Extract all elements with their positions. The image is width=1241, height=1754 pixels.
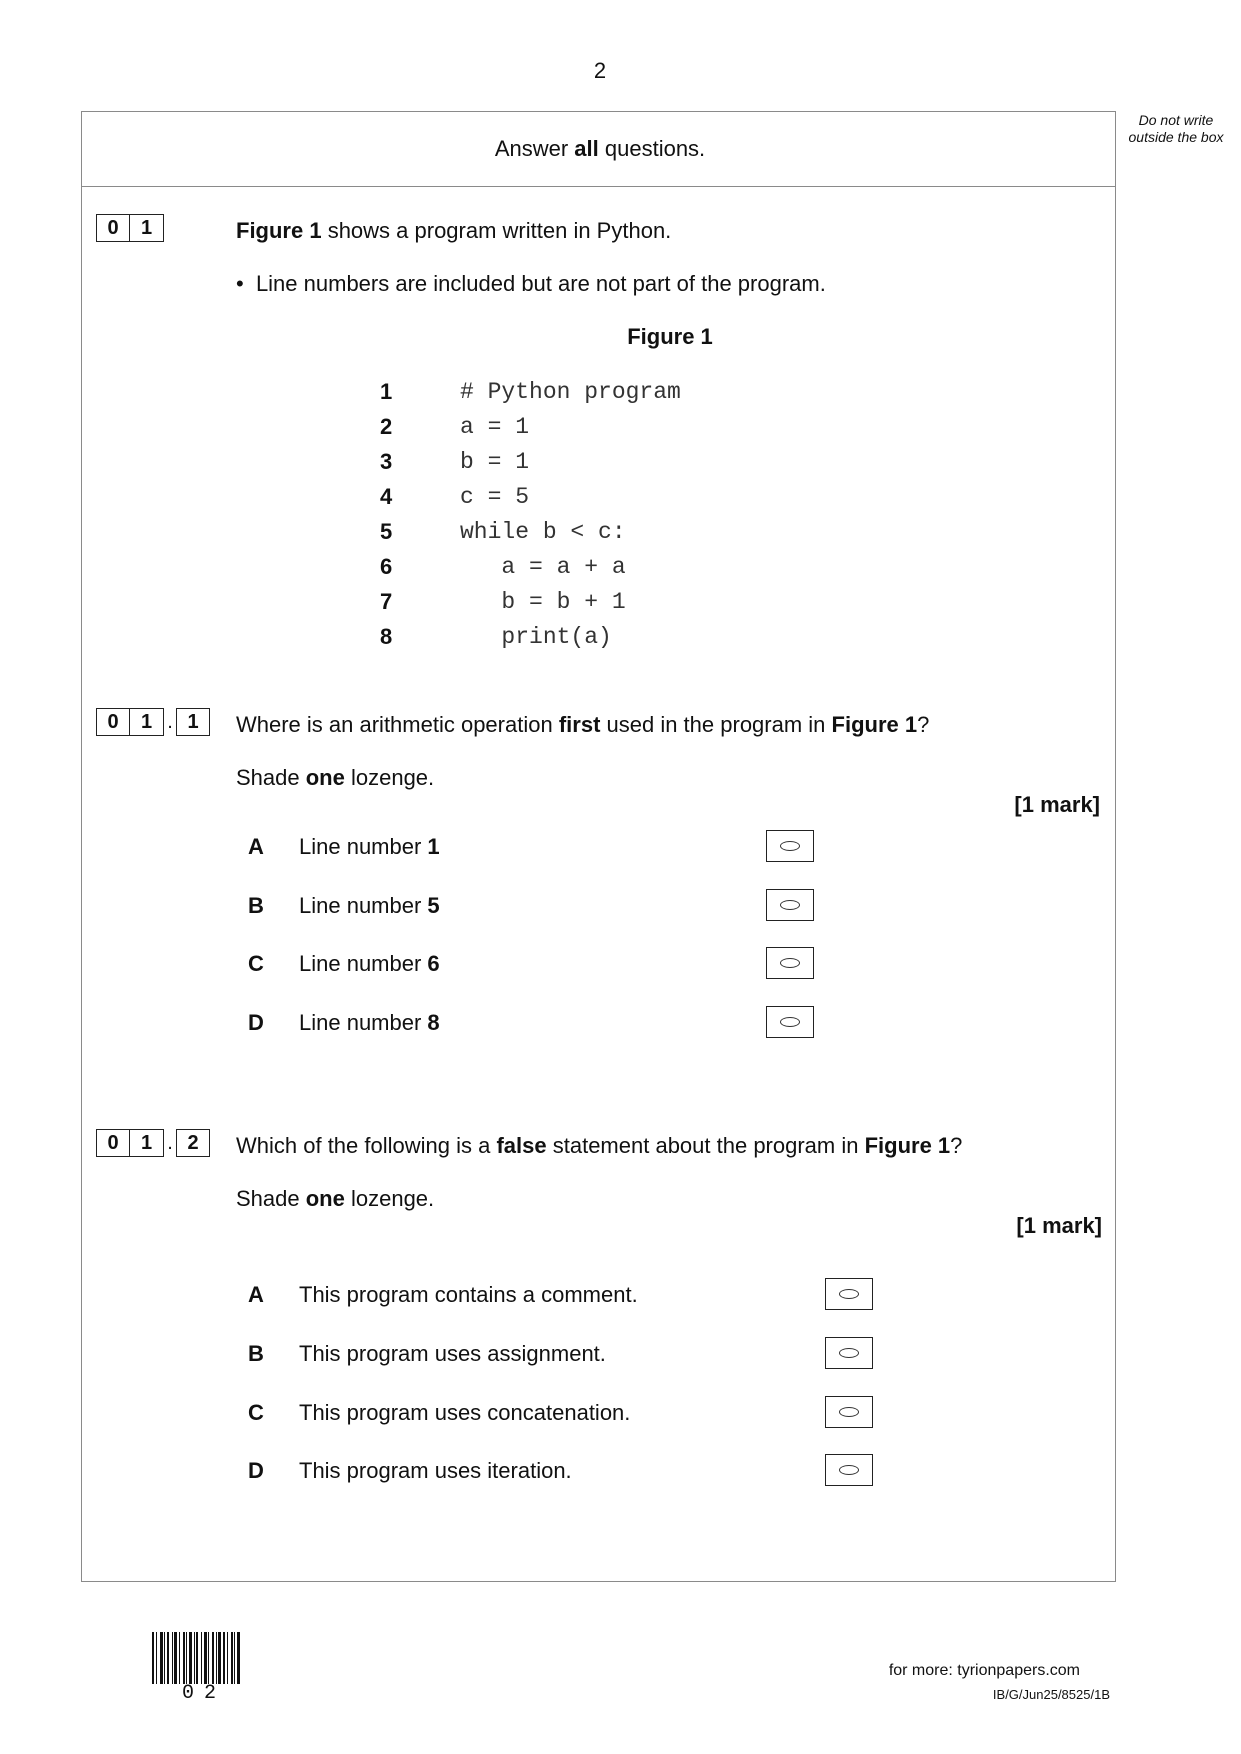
lozenge-icon xyxy=(780,1017,800,1027)
option-letter: C xyxy=(248,951,264,976)
barcode-digits: 02 xyxy=(182,1682,227,1705)
option-letter: A xyxy=(248,834,264,859)
question-dot: . xyxy=(167,1132,173,1154)
mark-allocation: [1 mark] xyxy=(1016,1213,1102,1238)
code-line xyxy=(380,444,530,479)
code-line xyxy=(380,409,530,444)
question-01-1-text: Where is an arithmetic operation first used in the program in Figure 1? xyxy=(236,712,930,737)
option-letter: D xyxy=(248,1010,264,1035)
lozenge-icon xyxy=(839,1289,859,1299)
answer-lozenge-c[interactable] xyxy=(825,1396,873,1428)
page-number: 2 xyxy=(593,58,607,83)
code-text: # Python program xyxy=(460,378,681,405)
option-text: Line number 1 xyxy=(299,834,440,859)
answer-lozenge-b[interactable] xyxy=(825,1337,873,1369)
answer-lozenge-d[interactable] xyxy=(825,1454,873,1486)
option-letter: C xyxy=(248,1400,264,1425)
lozenge-icon xyxy=(780,900,800,910)
question-digit: 1 xyxy=(130,708,164,736)
question-number-01 xyxy=(96,214,164,242)
option-letter: A xyxy=(248,1282,264,1307)
answer-lozenge-c[interactable] xyxy=(766,947,814,979)
code-line xyxy=(380,479,530,514)
question-digit: 0 xyxy=(96,214,130,242)
shade-instruction: Shade one lozenge. xyxy=(236,1186,435,1211)
answer-lozenge-b[interactable] xyxy=(766,889,814,921)
barcode-icon xyxy=(152,1632,264,1684)
code-line xyxy=(380,584,626,619)
question-number-01-2 xyxy=(96,1129,210,1157)
line-number: 7 xyxy=(380,588,393,614)
option-text: Line number 5 xyxy=(299,893,440,918)
lozenge-icon xyxy=(839,1348,859,1358)
option-letter: D xyxy=(248,1458,264,1483)
line-number: 5 xyxy=(380,518,393,544)
code-text: b = 1 xyxy=(460,448,530,475)
code-text: c = 5 xyxy=(460,483,530,510)
question-digit: 1 xyxy=(176,708,210,736)
option-text: This program uses assignment. xyxy=(299,1341,606,1366)
option-letter: B xyxy=(248,1341,264,1366)
code-line xyxy=(380,514,626,549)
answer-lozenge-a[interactable] xyxy=(766,830,814,862)
line-number: 4 xyxy=(380,483,393,509)
shade-instruction: Shade one lozenge. xyxy=(236,765,435,790)
code-line xyxy=(380,619,612,654)
answer-lozenge-d[interactable] xyxy=(766,1006,814,1038)
option-text: This program uses concatenation. xyxy=(299,1400,631,1425)
question-digit: 0 xyxy=(96,708,130,736)
paper-code: IB/G/Jun25/8525/1B xyxy=(992,1687,1110,1702)
question-01-2-text: Which of the following is a false statement about the program in Figure 1? xyxy=(236,1133,963,1158)
line-number: 3 xyxy=(380,448,393,474)
lozenge-icon xyxy=(780,958,800,968)
footer-url: for more: tyrionpapers.com xyxy=(888,1662,1080,1679)
code-text: a = a + a xyxy=(460,553,626,580)
line-number: 8 xyxy=(380,623,393,649)
instruction-text: Answer all questions. xyxy=(494,136,706,161)
code-line xyxy=(380,374,681,409)
bullet-point: • Line numbers are included but are not part of the program. xyxy=(236,271,826,296)
lozenge-icon xyxy=(839,1407,859,1417)
question-digit: 0 xyxy=(96,1129,130,1157)
line-number: 6 xyxy=(380,553,393,579)
question-digit: 1 xyxy=(130,214,164,242)
code-text: while b < c: xyxy=(460,518,626,545)
option-text: Line number 8 xyxy=(299,1010,440,1035)
option-text: This program contains a comment. xyxy=(299,1282,638,1307)
code-text: a = 1 xyxy=(460,413,530,440)
bullet-icon: • xyxy=(236,271,244,296)
question-digit: 1 xyxy=(130,1129,164,1157)
line-number: 2 xyxy=(380,413,393,439)
answer-lozenge-a[interactable] xyxy=(825,1278,873,1310)
option-text: Line number 6 xyxy=(299,951,440,976)
lozenge-icon xyxy=(839,1465,859,1475)
question-dot: . xyxy=(167,711,173,733)
question-01-intro: Figure 1 shows a program written in Python. xyxy=(236,218,672,243)
option-text: This program uses iteration. xyxy=(299,1458,572,1483)
option-letter: B xyxy=(248,893,264,918)
margin-note: Do not write outside the box xyxy=(1128,112,1224,145)
mark-allocation: [1 mark] xyxy=(1014,792,1100,817)
code-line xyxy=(380,549,626,584)
code-text: print(a) xyxy=(460,623,612,650)
question-digit: 2 xyxy=(176,1129,210,1157)
code-text: b = b + 1 xyxy=(460,588,626,615)
question-number-01-1 xyxy=(96,708,210,736)
lozenge-icon xyxy=(780,841,800,851)
figure-title: Figure 1 xyxy=(627,324,713,349)
line-number: 1 xyxy=(380,378,393,404)
